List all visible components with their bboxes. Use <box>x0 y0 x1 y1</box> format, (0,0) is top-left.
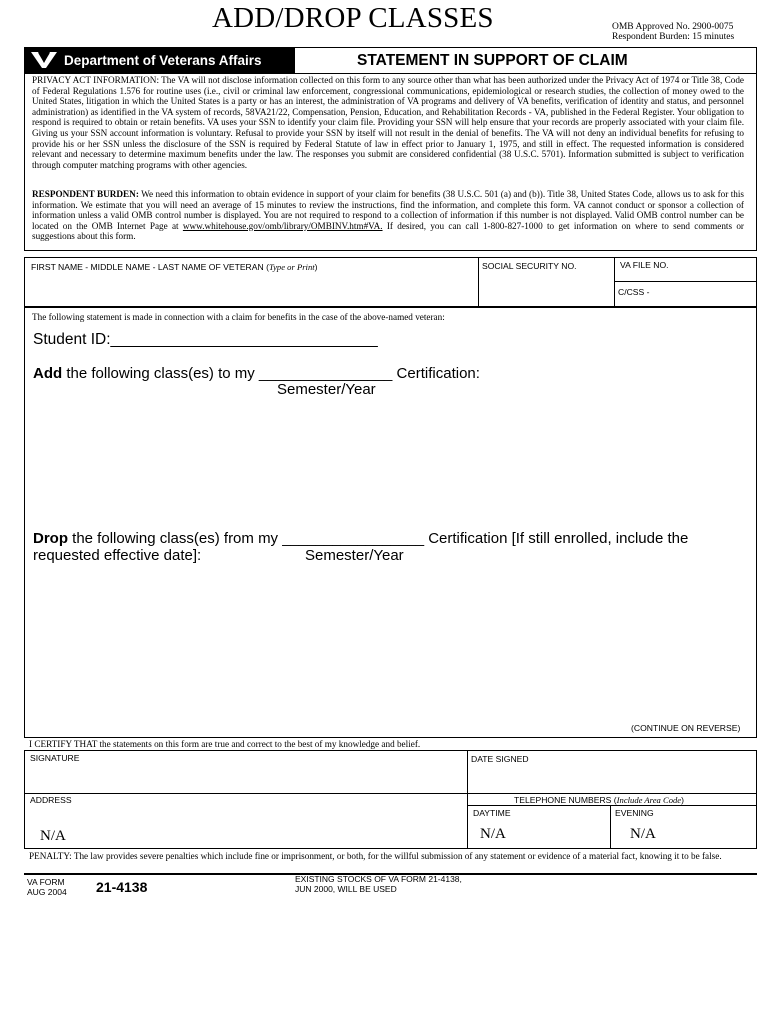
form-id-block <box>27 878 67 897</box>
form-number: 21-4138 <box>96 879 148 895</box>
certify-text: I CERTIFY THAT the statements on this form are true and correct to the best of my knowledge and belief. <box>29 739 421 749</box>
va-file-field[interactable] <box>615 257 757 281</box>
va-form-label: VA FORM <box>27 877 65 887</box>
address-field[interactable] <box>24 793 467 849</box>
agency-name: Department of Veterans Affairs <box>64 53 262 68</box>
evening-value: N/A <box>630 826 656 842</box>
omb-respondent-burden: Respondent Burden: 15 minutes <box>612 32 735 42</box>
student-id-field[interactable]: Student ID:_______________________________ <box>33 331 378 348</box>
drop-text: the following class(es) from my _________________ Certification [If still enrolled, include the <box>68 530 689 547</box>
continue-note: (CONTINUE ON REVERSE) <box>631 723 741 733</box>
ccss-label: C/CSS - <box>618 287 650 297</box>
daytime-label: DAYTIME <box>473 808 511 818</box>
add-label: Add <box>33 365 63 382</box>
omb-info <box>612 22 734 42</box>
drop-label: Drop <box>33 530 68 547</box>
va-logo-icon <box>30 50 58 70</box>
respondent-burden-text <box>32 189 744 242</box>
daytime-value: N/A <box>480 826 506 842</box>
veteran-name-field[interactable] <box>24 257 478 307</box>
add-semester-label: Semester/Year <box>277 381 376 398</box>
ssn-label: SOCIAL SECURITY NO. <box>482 261 577 271</box>
burden-heading: RESPONDENT BURDEN: <box>32 189 139 199</box>
address-value: N/A <box>40 828 66 844</box>
date-signed-field[interactable] <box>468 750 757 794</box>
burden-text-b: If desired, you can call 1-800-827-1000 to get information on where to send comments or suggestions about this form. <box>32 220 744 242</box>
statement-intro: The following statement is made in connection with a claim for benefits in the case of the above-named veteran: <box>32 312 445 322</box>
drop-classes-line <box>33 530 688 547</box>
omb-approved-number: OMB Approved No. 2900-0075 <box>612 22 734 32</box>
add-text: the following class(es) to my ________________ Certification: <box>62 365 480 382</box>
daytime-phone-field[interactable] <box>468 806 610 849</box>
burden-text-a: We need this information to obtain evidence in support of your claim for benefits (38 U.S.C. 501 (a) and (b)). Title 38, United States Code, allows us to ask for this information. We estimate that you will need an average of 15 minutes to review the instructions, find the information, and complete this form. VA cannot conduct or sponsor a collection of information unless a valid OMB control number is displayed. You are not required to respond to a collection of information if this number is not displayed. Valid OMB control number can be located on the OMB Internet Page at <box>32 189 744 231</box>
evening-phone-field[interactable] <box>611 806 757 849</box>
drop-classes-line-2: requested effective date]: <box>33 547 202 564</box>
form-heading: ADD/DROP CLASSES <box>212 2 494 34</box>
signature-field[interactable] <box>24 750 467 794</box>
privacy-act-text: PRIVACY ACT INFORMATION: The VA will not disclose information collected on this form to any source other than what has been authorized under the Privacy Act of 1974 or Title 38, Code of Federal Regulations 1.576 for routine uses (i.e., civil or criminal law enforcement, congressional communications, epidemiological or research studies, the collection of money owed to the United States, litigation in which the United States is a party or has an interest, the administration of VA programs and delivery of VA benefits, verification of identity and status, and personnel administration) as identified in the VA system of records, 58VA21/22, Compensation, Pension, Education, and Rehabilitation Records - VA, published in the Federal Register. Your obligation to respond is required to obtain or retain benefits. VA uses your SSN to identify your claim file. Providing your SSN will help ensure that your records are properly associated with your claim file. Giving us your SSN account information is voluntary. Refusal to provide your SSN by itself will not result in the denial of benefits. The VA will not deny an individual benefits for refusing to provide his or her SSN unless the disclosure of the SSN is required by Federal Statute of law in effect prior to January 1, 1975, and still in effect. The requested information is considered relevant and necessary to determine maximum benefits under the law. The responses you submit are considered confidential (38 U.S.C. 5701). Information submitted is subject to verification through computer matching programs with other agencies. <box>32 75 744 170</box>
existing-stocks-note: EXISTING STOCKS OF VA FORM 21-4138, JUN 2000, WILL BE USED <box>295 874 462 894</box>
drop-semester-label: Semester/Year <box>305 547 404 564</box>
address-label: ADDRESS <box>30 795 72 805</box>
signature-label: SIGNATURE <box>30 753 80 763</box>
ccss-field[interactable] <box>615 282 757 307</box>
va-file-label: VA FILE NO. <box>620 260 669 270</box>
add-classes-line <box>33 365 480 382</box>
form-title: STATEMENT IN SUPPORT OF CLAIM <box>357 52 628 69</box>
date-signed-label: DATE SIGNED <box>471 754 529 764</box>
penalty-text: PENALTY: The law provides severe penalties which include fine or imprisonment, or both, for the willful submission of any statement or evidence of a material fact, knowing it to be false. <box>29 851 722 861</box>
ssn-field[interactable] <box>479 257 614 307</box>
form-date: AUG 2004 <box>27 886 67 897</box>
telephone-label: TELEPHONE NUMBERS (Include Area Code) <box>514 795 684 805</box>
omb-link[interactable]: www.whitehouse.gov/omb/library/OMBINV.htm#VA. <box>182 220 383 231</box>
banner-divider <box>24 73 757 74</box>
veteran-name-label: FIRST NAME - MIDDLE NAME - LAST NAME OF VETERAN (Type or Print) <box>31 262 318 272</box>
evening-label: EVENING <box>615 808 654 818</box>
